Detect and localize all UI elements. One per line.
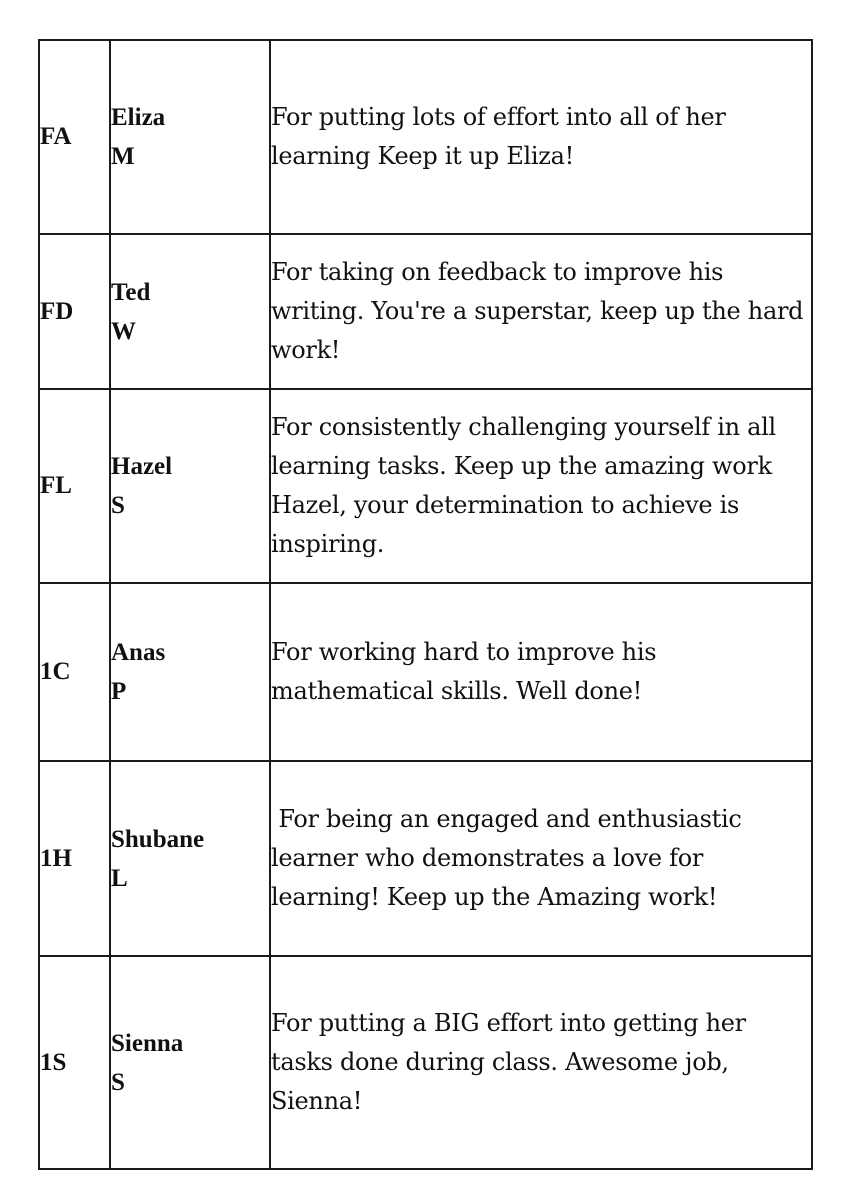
class-cell: 1C — [39, 583, 110, 761]
class-cell: 1H — [39, 761, 110, 956]
student-first-name: Shubane — [111, 825, 205, 853]
table-row — [39, 761, 812, 956]
award-reason-text: For consistently challenging yourself in all learning tasks. Keep up the amazing work Hazel, your determination to achieve is inspiring. — [271, 413, 784, 558]
table-row — [39, 389, 812, 583]
class-cell: FD — [39, 234, 110, 389]
award-reason-cell — [270, 234, 812, 389]
student-last-initial: S — [111, 492, 125, 519]
class-cell: FA — [39, 40, 110, 234]
student-first-name: Anas — [111, 639, 166, 666]
student-first-name: Sienna — [111, 1029, 184, 1057]
awards-table — [38, 39, 813, 1170]
student-last-initial: S — [111, 1068, 125, 1096]
student-first-name: Hazel — [111, 453, 173, 480]
student-name-cell — [110, 583, 270, 761]
table-row — [39, 40, 812, 234]
student-name-cell — [110, 761, 270, 956]
student-last-initial: M — [111, 143, 135, 170]
award-reason-cell — [270, 389, 812, 583]
award-reason-text: For putting lots of effort into all of her learning Keep it up Eliza! — [271, 103, 733, 170]
student-last-initial: L — [111, 864, 128, 892]
table-row — [39, 234, 812, 389]
table-row — [39, 956, 812, 1169]
class-cell: FL — [39, 389, 110, 583]
award-reason-cell — [270, 956, 812, 1169]
table-row — [39, 583, 812, 761]
award-reason-cell — [270, 761, 812, 956]
award-reason-text: For working hard to improve his mathematical skills. Well done! — [271, 638, 664, 705]
student-last-initial: W — [111, 317, 136, 345]
student-first-name: Ted — [111, 278, 151, 306]
award-reason-cell — [270, 40, 812, 234]
award-reason-cell — [270, 583, 812, 761]
student-name-cell — [110, 956, 270, 1169]
student-last-initial: P — [111, 678, 127, 705]
student-name-cell — [110, 40, 270, 234]
award-reason-text: For putting a BIG effort into getting her tasks done during class. Awesome job, Sienna! — [271, 1009, 754, 1115]
student-name-cell — [110, 234, 270, 389]
award-reason-text: For taking on feedback to improve his writing. You're a superstar, keep up the hard work! — [271, 258, 811, 364]
student-first-name: Eliza — [111, 104, 166, 131]
student-name-cell — [110, 389, 270, 583]
award-reason-text: For being an engaged and enthusiastic learner who demonstrates a love for learning! Keep up the Amazing work! — [271, 805, 749, 911]
class-cell: 1S — [39, 956, 110, 1169]
